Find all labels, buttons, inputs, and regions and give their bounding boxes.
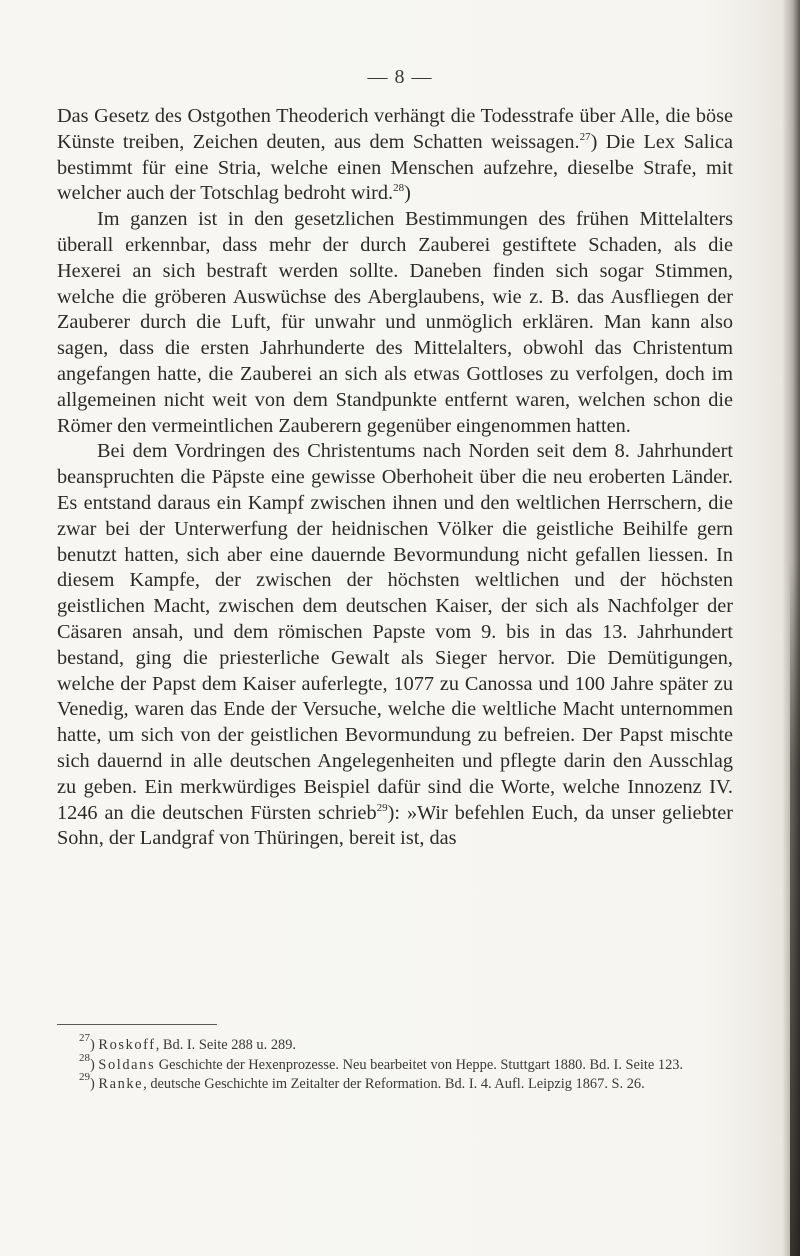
footnote-ref: 28 bbox=[393, 182, 405, 195]
book-binding-edge bbox=[790, 560, 800, 1256]
footnote: $^{29}$) Ranke, deutsche Geschichte im Zeitalter der Reformation. Bd. I. 4. Aufl. Leipzig 1867. S. 26. bbox=[79, 1071, 645, 1093]
paragraph bbox=[57, 439, 733, 852]
paragraph bbox=[57, 207, 733, 439]
text-run: ) bbox=[404, 182, 411, 205]
footnote-text: , deutsche Geschichte im Zeitalter der Reformation. Bd. I. 4. Aufl. Leipzig 1867. S. 26. bbox=[143, 1076, 645, 1093]
footnote-author: Soldans bbox=[98, 1056, 156, 1073]
footnote-text: Geschichte der Hexenprozesse. Neu bearbeitet von Heppe. Stuttgart 1880. Bd. I. Seite 123. bbox=[155, 1056, 684, 1073]
footnote-mark: 29 bbox=[79, 1071, 90, 1084]
page-number: — 8 — bbox=[367, 66, 433, 88]
footnote-divider bbox=[57, 1024, 217, 1025]
footnote-author: Roskoff bbox=[98, 1037, 156, 1053]
footnote-mark: 28 bbox=[79, 1051, 90, 1064]
text-run: ) Die Lex Salica bestimmt für eine Stria, welche einen Menschen aufzehre, dieselbe Strafe, mit welcher auch der Totschlag bedroht wird. bbox=[57, 130, 733, 205]
text-run: Bei dem Vordringen des Christentums nach Norden seit dem 8. Jahrhundert beanspruchten die Päpste eine gewisse Oberhoheit über die neu eroberten Länder. Es entstand daraus ein Kampf zwischen ihnen und den weltlichen Herrschern, die zwar bei der Unterwerfung der heidnischen Völker die geistliche Beihilfe gern benutzt hatten, sich aber eine dauernde Bevormundung nicht gefallen liessen. In diesem Kampfe, der zwischen der höchsten weltlichen und der höchsten geistlichen Macht, zwischen dem deutschen Kaiser, der sich als Nachfolger der Cäsaren ansah, und dem römischen Papste vom 9. bis in das 13. Jahrhundert bestand, ging die priesterliche Gewalt als Sieger hervor. Die Demütigungen, welche der Papst dem Kaiser auferlegte, 1077 zu Canossa und 100 Jahre später zu Venedig, waren das Ende der Versuche, welche die weltliche Macht unternommen hatte, um sich von der geistlichen Bevormundung zu befreien. Der Papst mischte sich dauernd in alle deutschen Angelegenheiten und pflegte darin den Ausschlag zu geben. Ein merkwürdiges Beispiel dafür sind die Worte, welche Innozenz IV. 1246 an die deutschen Fürsten schrieb bbox=[57, 440, 733, 824]
footnote: $^{27}$) Roskoff, Bd. I. Seite 288 u. 289. bbox=[79, 1032, 297, 1053]
main-text bbox=[57, 104, 733, 852]
footnotes bbox=[57, 1032, 733, 1095]
text-run: Das Gesetz des Ostgothen Theoderich verhängt die Todesstrafe über Alle, die böse Künste treiben, Zeichen deuten, aus dem Schatten weissagen. bbox=[57, 105, 733, 153]
text-run: Im ganzen ist in den gesetzlichen Bestimmungen des frühen Mittelalters überall erkennbar, dass mehr der durch Zauberei gestiftete Schaden, als die Hexerei an sich bestraft werden sollte. Daneben finden sich sogar Stimmen, welche die gröberen Auswüchse des Aberglaubens, wie z. B. das Ausfliegen der Zauberer durch die Luft, für unwahr und unmöglich erklären. Man kann also sagen, dass die ersten Jahrhunderte des Mittelalters, obwohl das Christentum angefangen hatte, die Zauberei an sich als etwas Gottloses zu verfolgen, doch im allgemeinen nicht weit von dem Standpunkte entfernt waren, welchen schon die Römer den vermeintlichen Zauberern gegenüber eingenommen hatten. bbox=[57, 208, 733, 437]
footnote-ref: 27 bbox=[579, 130, 591, 143]
paragraph bbox=[57, 104, 733, 207]
footnote: $^{28}$) Soldans Geschichte der Hexenprozesse. Neu bearbeitet von Heppe. Stuttgart 1880. Bd. I. Seite 123. bbox=[79, 1051, 684, 1073]
footnote-mark: 27 bbox=[79, 1032, 90, 1044]
footnote-ref: 29 bbox=[376, 801, 388, 814]
text-run: ): »Wir befehlen Euch, da unser geliebter Sohn, der Landgraf von Thüringen, bereit ist, das bbox=[57, 801, 733, 850]
footnote-author: Ranke bbox=[98, 1076, 144, 1093]
footnote-text: , Bd. I. Seite 288 u. 289. bbox=[155, 1037, 297, 1053]
